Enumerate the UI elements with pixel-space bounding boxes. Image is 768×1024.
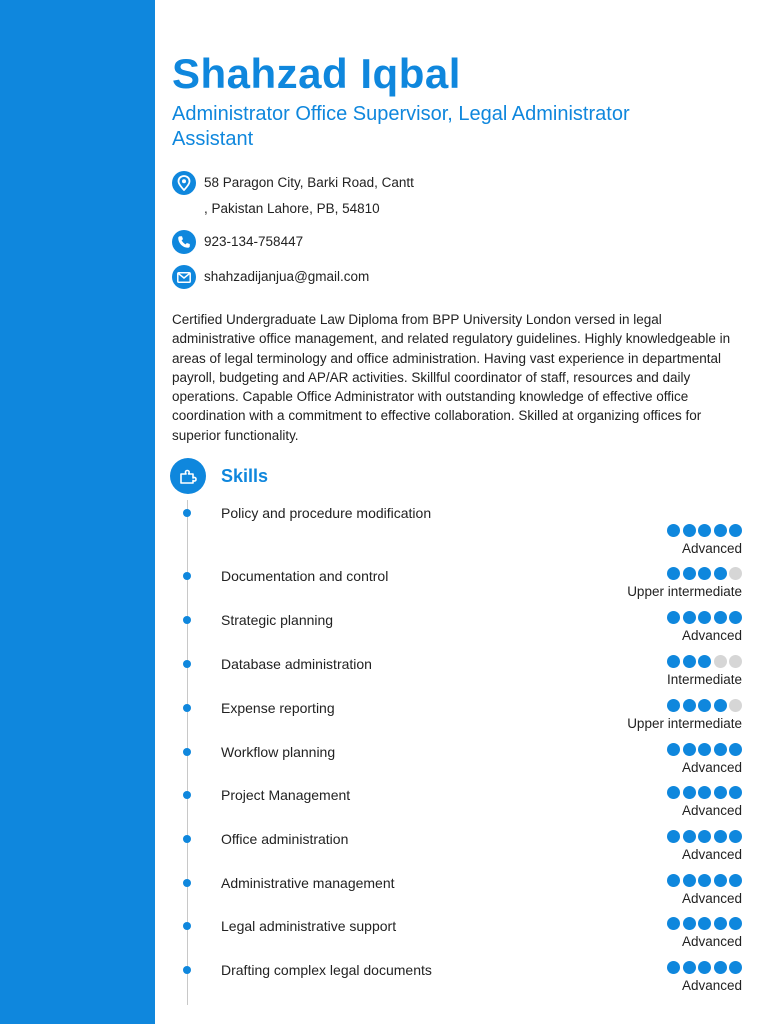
timeline-bullet xyxy=(183,791,191,799)
skill-item xyxy=(172,504,744,556)
timeline-bullet xyxy=(183,704,191,712)
rating-dot-filled xyxy=(667,743,680,756)
rating-dot-filled xyxy=(698,830,711,843)
skill-level: Advanced xyxy=(681,847,742,862)
rating-dot-filled xyxy=(698,567,711,580)
skill-rating-dots xyxy=(667,830,742,843)
rating-dot-filled xyxy=(667,961,680,974)
rating-dot-filled xyxy=(667,830,680,843)
rating-dot-filled xyxy=(698,524,711,537)
skill-item xyxy=(172,830,744,870)
rating-dot-filled xyxy=(683,524,696,537)
email-row xyxy=(172,265,369,290)
rating-dot-filled xyxy=(667,786,680,799)
timeline-bullet xyxy=(183,966,191,974)
rating-dot-filled xyxy=(683,699,696,712)
rating-dot-filled xyxy=(698,874,711,887)
rating-dot-filled xyxy=(714,830,727,843)
rating-dot-filled xyxy=(714,699,727,712)
envelope-icon xyxy=(172,265,196,289)
rating-dot-filled xyxy=(698,917,711,930)
skill-item xyxy=(172,917,744,957)
skill-rating-dots xyxy=(667,699,742,712)
skill-item xyxy=(172,567,744,607)
skill-item xyxy=(172,786,744,826)
timeline-bullet xyxy=(183,835,191,843)
skill-rating-dots xyxy=(667,567,742,580)
skill-item xyxy=(172,743,744,783)
rating-dot-filled xyxy=(667,611,680,624)
skill-name: Database administration xyxy=(221,656,372,672)
skill-level: Advanced xyxy=(681,891,742,906)
skill-name: Policy and procedure modification xyxy=(221,505,432,521)
rating-dot-filled xyxy=(714,611,727,624)
skill-level: Upper intermediate xyxy=(627,584,742,599)
skill-level: Advanced xyxy=(681,628,742,643)
rating-dot-filled xyxy=(714,567,727,580)
rating-dot-filled xyxy=(714,874,727,887)
skill-name: Strategic planning xyxy=(221,612,334,628)
timeline-bullet xyxy=(183,922,191,930)
skill-name: Drafting complex legal documents xyxy=(221,962,432,978)
rating-dot-filled xyxy=(683,655,696,668)
rating-dot-filled xyxy=(683,830,696,843)
rating-dot-filled xyxy=(729,743,742,756)
address-row xyxy=(172,171,414,222)
rating-dot-filled xyxy=(683,917,696,930)
rating-dot-empty xyxy=(729,655,742,668)
rating-dot-filled xyxy=(714,917,727,930)
rating-dot-filled xyxy=(667,655,680,668)
email-address[interactable]: shahzadijanjua@gmail.com xyxy=(204,269,370,284)
puzzle-piece-icon xyxy=(170,458,206,494)
rating-dot-filled xyxy=(698,611,711,624)
timeline-bullet xyxy=(183,509,191,517)
phone-number[interactable]: 923-134-758447 xyxy=(204,234,304,249)
skill-name: Workflow planning xyxy=(221,744,336,760)
rating-dot-filled xyxy=(683,611,696,624)
candidate-name: Shahzad Iqbal xyxy=(172,50,461,97)
rating-dot-filled xyxy=(729,830,742,843)
rating-dot-empty xyxy=(729,699,742,712)
rating-dot-filled xyxy=(729,917,742,930)
rating-dot-filled xyxy=(714,524,727,537)
skill-rating-dots xyxy=(667,874,742,887)
skills-heading: Skills xyxy=(221,466,269,486)
timeline-bullet xyxy=(183,616,191,624)
professional-summary: Certified Undergraduate Law Diploma from BPP University London versed in legal administrative office management, and related regulatory guidelines. Highly knowledgeable in areas of legal terminology and office administration. Having vast experience in departmental payroll, budgeting and AP/AR activities. Skillful coordinator of staff, resources and daily operations. Capable Office Administrator with outstanding knowledge of effective office coordination with a commitment to effective collaboration. Skilled at organizing offices for superior functionality. xyxy=(172,312,731,443)
skill-level: Intermediate xyxy=(666,672,742,687)
skill-rating-dots xyxy=(667,524,742,537)
rating-dot-filled xyxy=(698,699,711,712)
rating-dot-filled xyxy=(714,743,727,756)
rating-dot-filled xyxy=(667,567,680,580)
timeline-bullet xyxy=(183,879,191,887)
skill-rating-dots xyxy=(667,611,742,624)
skill-item xyxy=(172,699,744,739)
rating-dot-filled xyxy=(698,786,711,799)
location-pin-icon xyxy=(172,171,196,195)
rating-dot-filled xyxy=(698,743,711,756)
rating-dot-filled xyxy=(667,874,680,887)
address xyxy=(204,170,414,222)
skill-level: Upper intermediate xyxy=(627,716,742,731)
rating-dot-filled xyxy=(667,917,680,930)
skill-name: Documentation and control xyxy=(221,568,389,584)
rating-dot-filled xyxy=(729,874,742,887)
skill-item xyxy=(172,655,744,695)
skill-name: Office administration xyxy=(221,831,349,847)
rating-dot-empty xyxy=(729,567,742,580)
skill-name: Administrative management xyxy=(221,875,395,891)
rating-dot-filled xyxy=(729,961,742,974)
skill-level: Advanced xyxy=(681,978,742,993)
rating-dot-filled xyxy=(714,961,727,974)
address-line-2: , Pakistan Lahore, PB, 54810 xyxy=(204,201,380,216)
rating-dot-filled xyxy=(729,524,742,537)
skill-rating-dots xyxy=(667,786,742,799)
rating-dot-filled xyxy=(729,611,742,624)
skill-rating-dots xyxy=(667,743,742,756)
skill-name: Expense reporting xyxy=(221,700,335,716)
rating-dot-filled xyxy=(729,786,742,799)
skill-level: Advanced xyxy=(681,934,742,949)
skill-name: Project Management xyxy=(221,787,351,803)
skill-item xyxy=(172,874,744,914)
rating-dot-filled xyxy=(698,961,711,974)
skill-rating-dots xyxy=(667,961,742,974)
skill-rating-dots xyxy=(667,917,742,930)
rating-dot-filled xyxy=(683,743,696,756)
phone-icon xyxy=(172,230,196,254)
rating-dot-filled xyxy=(683,874,696,887)
rating-dot-filled xyxy=(683,961,696,974)
timeline-bullet xyxy=(183,572,191,580)
rating-dot-empty xyxy=(714,655,727,668)
timeline-bullet xyxy=(183,660,191,668)
rating-dot-filled xyxy=(714,786,727,799)
phone-row xyxy=(172,230,303,255)
job-title: Administrator Office Supervisor, Legal Administrator Assistant xyxy=(172,103,630,150)
skill-rating-dots xyxy=(667,655,742,668)
address-line-1: 58 Paragon City, Barki Road, Cantt xyxy=(204,175,414,190)
rating-dot-filled xyxy=(667,524,680,537)
rating-dot-filled xyxy=(683,786,696,799)
skill-level: Advanced xyxy=(681,541,742,556)
timeline-bullet xyxy=(183,748,191,756)
skill-name: Legal administrative support xyxy=(221,918,397,934)
skill-level: Advanced xyxy=(681,803,742,818)
skill-level: Advanced xyxy=(681,760,742,775)
left-sidebar-band xyxy=(0,0,155,1024)
rating-dot-filled xyxy=(698,655,711,668)
skill-item xyxy=(172,961,744,1001)
rating-dot-filled xyxy=(683,567,696,580)
skill-item xyxy=(172,611,744,651)
rating-dot-filled xyxy=(667,699,680,712)
